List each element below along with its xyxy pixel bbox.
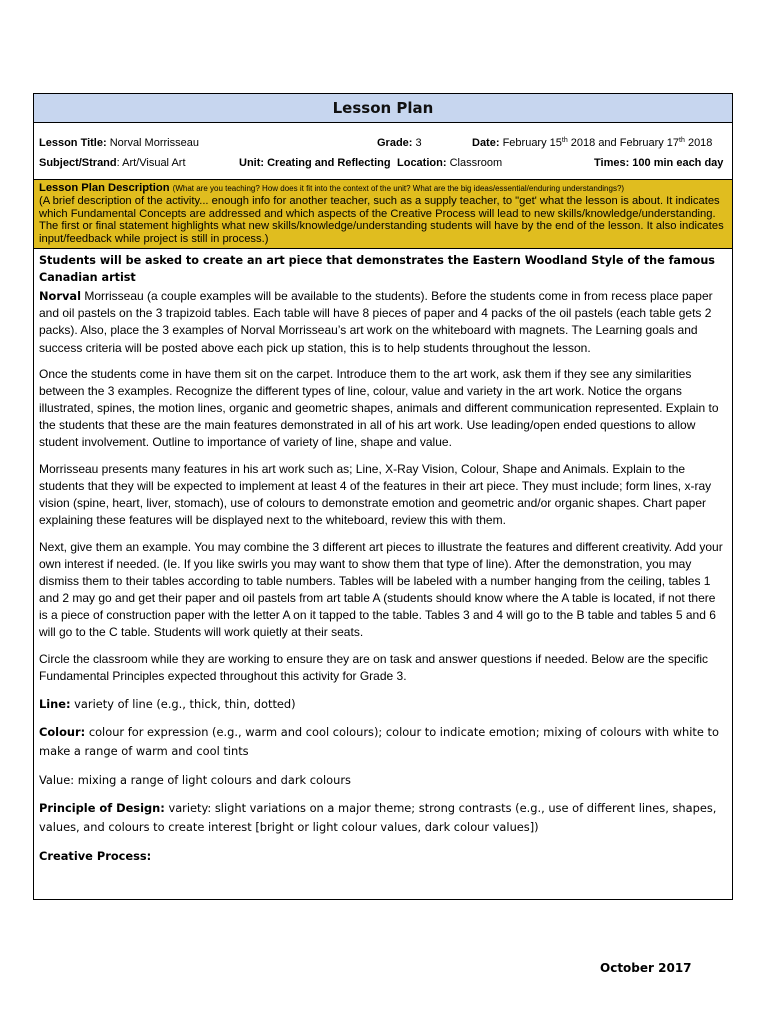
principle-value: Value: mixing a range of light colours and dark colours <box>39 772 351 787</box>
times-field: Times: 100 min each day <box>594 157 724 169</box>
paragraph-introduction: Once the students come in have them sit on the carpet. Introduce them to the art work, ask them if they see any similarities between the 3 examples. Recognize the different types of line, colour, value and variety in the art work. Notice the organs illustrated, spines, the motion lines, organic and geometric shapes, animals and different communication represented. Explain to the students that these are the main features demonstrated in all of his art work. Use leading/open ended questions to allow student involvement. Outline to importance of variety of line, shape and value. <box>39 367 719 450</box>
unit-field: Unit: Creating and Reflecting <box>239 157 391 169</box>
principle-colour: Colour: colour for expression (e.g., warm and cool colours); colour to indicate emotion; mixing of colours with white to make a range of warm and cool tints <box>39 725 719 759</box>
grade-field: Grade: 3 <box>377 137 422 149</box>
footer-date: October 2017 <box>600 961 692 975</box>
lesson-info <box>34 123 732 180</box>
page-title: Lesson Plan <box>34 94 732 123</box>
lesson-title-field: Lesson Title: Norval Morrisseau <box>39 137 199 149</box>
lead-sentence: Students will be asked to create an art piece that demonstrates the Eastern Woodland Style of the famous Canadian artist <box>39 254 715 285</box>
creative-process: Creative Process: <box>39 848 152 863</box>
location-field: Location: Classroom <box>397 157 503 169</box>
description-text: (A brief description of the activity... enough info for another teacher, such as a supply teacher, to "get' what the lesson is about. It indicates which Fundamental Concepts are addressed and which aspects of the Creative Process will lead to new skills/knowledge/understanding. The first or final statement highlights what new skills/knowledge/understanding students will have by the end of the lesson. It also indicates input/feedback while project is still in process.) <box>39 195 724 245</box>
lesson-plan-document <box>33 93 733 900</box>
date-field: Date: February 15th 2018 and February 17th 2018 <box>472 137 713 149</box>
principle-design: Principle of Design: variety: slight variations on a major theme; strong contrasts (e.g., use of different lines, shapes, values, and colours to create interest [bright or light colour values, dark colour values]) <box>39 801 717 835</box>
lesson-description <box>34 180 732 249</box>
description-heading: Lesson Plan Description <box>39 182 170 194</box>
principle-line: Line: variety of line (e.g., thick, thin, dotted) <box>39 696 296 711</box>
paragraph-features: Morrisseau presents many features in his art work such as; Line, X-Ray Vision, Colour, Shape and Animals. Explain to the students that they will be expected to implement at least 4 of the features in their art piece. They must include; form lines, x-ray vision (spine, heart, liver, stomach), use of colours to demonstrate emotion and geometric and/or organic shapes. Chart paper explaining these features will be displayed next to the whiteboard, review this with them. <box>39 462 712 528</box>
subject-field: Subject/Strand: Art/Visual Art <box>39 157 186 169</box>
paragraph-setup: Norval Morrisseau (a couple examples will be available to the students). Before the students come in from recess place paper and oil pastels on the 3 trapizoid tables. Each table will have 8 pieces of paper and 4 packs of the oil pastels (each table gets 2 packs). Also, place the 3 examples of Norval Morrisseau’s art work on the whiteboard with magnets. The Learning goals and success criteria will be posted above each pick up station, this is to help students throughout the lesson. <box>39 289 713 355</box>
lesson-body <box>34 249 732 866</box>
paragraph-demonstration: Next, give them an example. You may combine the 3 different art pieces to illustrate the features and different creativity. Add your own interest if needed. (Ie. If you like swirls you may want to show them that type of line). After the demonstration, you may dismiss them to their tables according to table numbers. Tables will be labeled with a number hanging from the ceiling, tables 1 and 2 may go and get their paper and oil pastels from art table A (students should know where the A table is located, if not there is a piece of construction paper with the letter A on it tapped to the table. Tables 3 and 4 will go to the B table and tables 5 and 6 will go to the C table. Students will work quietly at their seats. <box>39 539 723 640</box>
paragraph-circulate: Circle the classroom while they are working to ensure they are on task and answer questions if needed. Below are the specific Fundamental Principles expected throughout this activity for Grade 3. <box>39 652 709 684</box>
description-hint: (What are you teaching? How does it fit into the context of the unit? What are the big ideas/essential/enduring understandings?) <box>172 184 625 193</box>
